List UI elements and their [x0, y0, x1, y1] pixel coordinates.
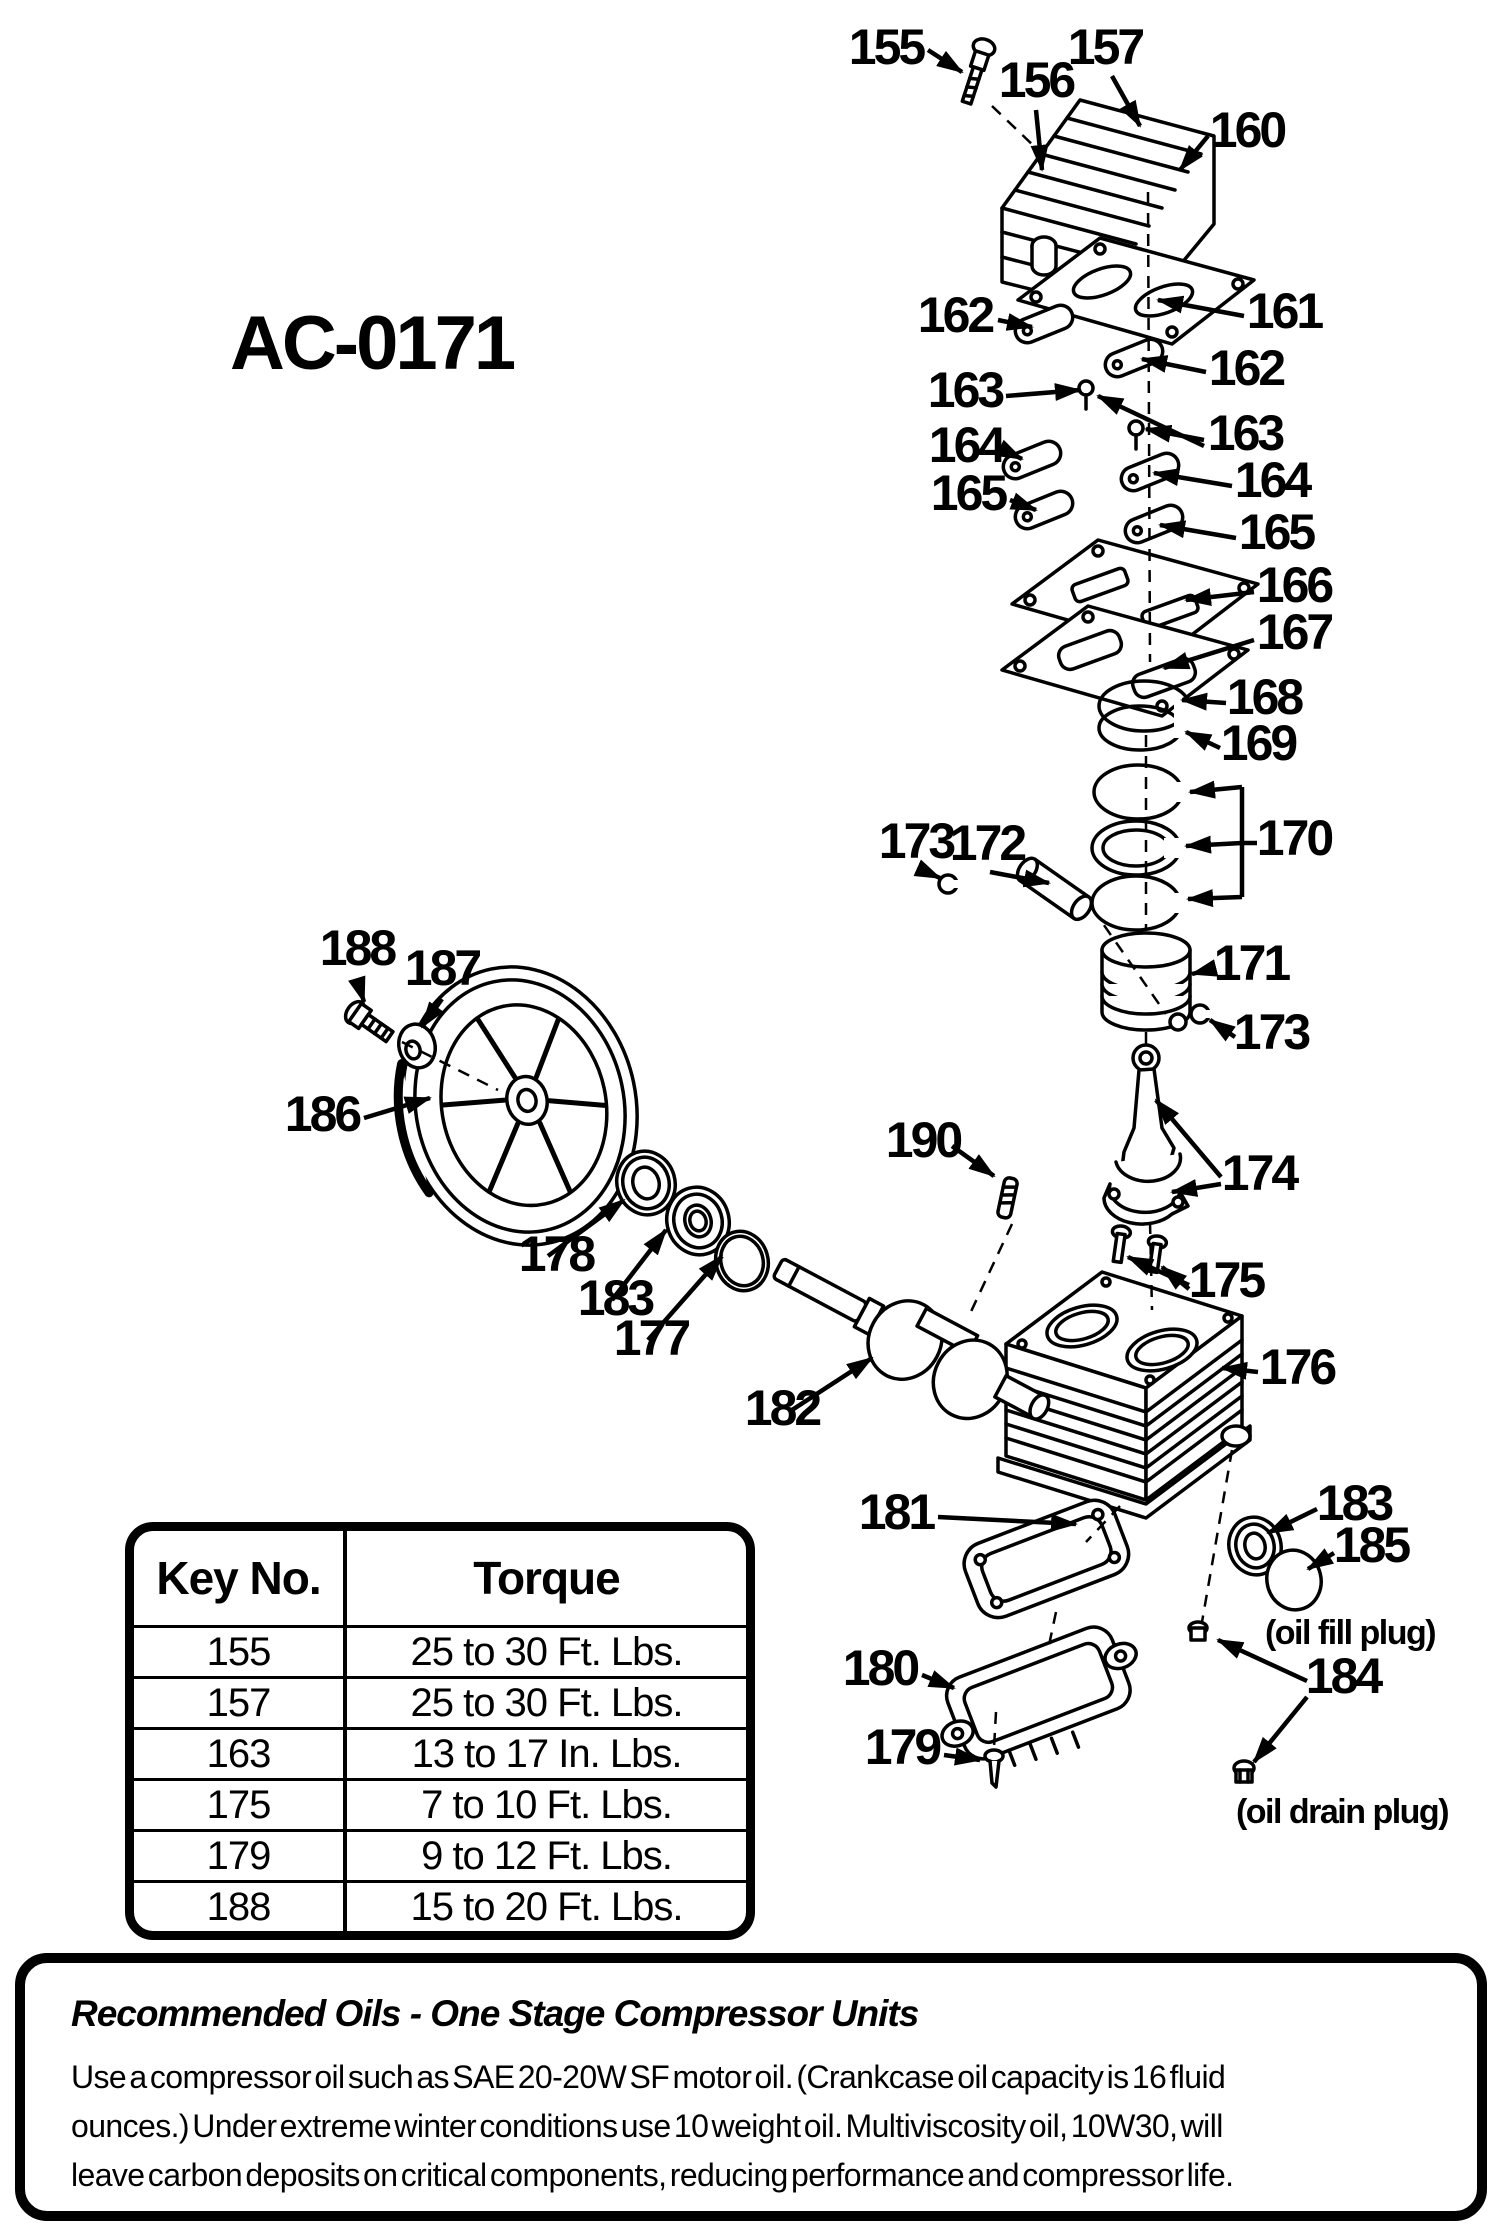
svg-text:173: 173: [878, 813, 954, 869]
torque-table: [125, 1522, 755, 1940]
table-cell-key: 157: [134, 1679, 347, 1727]
svg-text:164: 164: [1234, 452, 1310, 508]
callout-oil-drain-note: [1236, 1793, 1448, 1831]
callout-182: [745, 1358, 872, 1436]
svg-text:167: 167: [1256, 604, 1332, 660]
callout-171: [1192, 935, 1290, 991]
callout-oil-fill-note: [1265, 1614, 1435, 1652]
callout-169: [1186, 715, 1296, 771]
svg-text:156: 156: [998, 52, 1074, 108]
table-cell-torque: 15 to 20 Ft. Lbs.: [410, 1884, 683, 1929]
table-row: [134, 1625, 746, 1676]
svg-text:180: 180: [842, 1640, 918, 1696]
table-row: [134, 1727, 746, 1778]
svg-text:166: 166: [1256, 557, 1332, 613]
table-cell-key: 175: [134, 1781, 347, 1829]
table-row: [134, 1880, 746, 1931]
table-row: [134, 1676, 746, 1727]
callout-163-left: [928, 362, 1080, 418]
connecting-rod-174-part: [1116, 1045, 1180, 1181]
piston-171-part: [1102, 933, 1190, 1030]
svg-text:165: 165: [930, 465, 1006, 521]
callout-190: [886, 1112, 994, 1176]
table-cell-key: 179: [134, 1832, 347, 1880]
table-cell-torque: 25 to 30 Ft. Lbs.: [410, 1680, 683, 1725]
table-cell-torque: 13 to 17 In. Lbs.: [411, 1731, 682, 1776]
svg-text:175: 175: [1188, 1252, 1264, 1308]
svg-text:162: 162: [1208, 340, 1284, 396]
svg-text:188: 188: [319, 920, 395, 976]
svg-text:187: 187: [404, 940, 480, 996]
callout-174: [1156, 1100, 1299, 1201]
table-cell-torque: 25 to 30 Ft. Lbs.: [410, 1629, 683, 1674]
piston-rings-170-parts: [1092, 765, 1188, 930]
valve-gasket-167-part: [1002, 606, 1248, 716]
svg-text:182: 182: [744, 1380, 820, 1436]
callout-188: [320, 920, 397, 1002]
torque-table-header-key: Key No.: [134, 1531, 347, 1625]
svg-text:185: 185: [1333, 1517, 1409, 1573]
oil-pan-180-part: [924, 1615, 1161, 1792]
svg-text:165: 165: [1238, 504, 1314, 560]
oil-note-line: leave carbon deposits on critical components, reducing performance and compressor life.: [71, 2157, 1234, 2193]
svg-text:162: 162: [917, 287, 993, 343]
svg-text:160: 160: [1209, 102, 1285, 158]
svg-text:171: 171: [1213, 935, 1289, 991]
svg-text:184: 184: [1305, 1648, 1381, 1704]
svg-text:179: 179: [864, 1719, 940, 1775]
table-cell-key: 155: [134, 1628, 347, 1676]
svg-text:183: 183: [1316, 1475, 1392, 1531]
callout-173-right: [1210, 1004, 1309, 1060]
svg-text:183: 183: [577, 1270, 653, 1326]
svg-text:(oil drain plug): (oil drain plug): [1235, 1793, 1449, 1831]
callout-173-left: [879, 813, 955, 878]
svg-text:178: 178: [518, 1226, 594, 1282]
torque-table-header-row: [134, 1531, 746, 1625]
oil-note-line: Use a compressor oil such as SAE 20-20W SF motor oil. (Crankcase oil capacity is 16 fluid: [71, 2059, 1226, 2095]
svg-text:(oil fill plug): (oil fill plug): [1264, 1614, 1436, 1652]
page-title: AC-0171: [230, 301, 514, 386]
oil-drain-plug-part: [1234, 1761, 1254, 1782]
svg-text:163: 163: [1207, 405, 1283, 461]
rod-bolts-175-parts: [1108, 1225, 1167, 1273]
svg-text:170: 170: [1256, 810, 1332, 866]
torque-table-header-torque: Torque: [473, 1552, 620, 1604]
svg-text:163: 163: [927, 362, 1003, 418]
table-cell-torque: 9 to 12 Ft. Lbs.: [421, 1833, 672, 1878]
oil-fill-plug-part: [1189, 1622, 1207, 1640]
svg-text:181: 181: [858, 1484, 934, 1540]
table-cell-key: 163: [134, 1730, 347, 1778]
svg-text:186: 186: [284, 1086, 360, 1142]
svg-text:169: 169: [1220, 715, 1296, 771]
svg-text:177: 177: [613, 1310, 689, 1366]
callout-170: [1186, 787, 1332, 899]
key-190-part: [997, 1177, 1018, 1219]
screw-179-part: [985, 1750, 1003, 1787]
svg-text:190: 190: [885, 1112, 961, 1168]
svg-text:174: 174: [1221, 1145, 1297, 1201]
svg-text:173: 173: [1233, 1004, 1309, 1060]
bolt-188-part: [342, 998, 397, 1046]
svg-text:172: 172: [949, 815, 1025, 871]
callout-155: [849, 19, 962, 75]
svg-text:168: 168: [1226, 669, 1302, 725]
callout-184: [1218, 1640, 1383, 1762]
svg-text:157: 157: [1067, 19, 1143, 75]
oil-note-line: ounces.) Under extreme winter conditions use 10 weight oil. Multiviscosity oil, 10W30, will: [71, 2108, 1223, 2144]
wrist-pin-172-part: [1013, 855, 1095, 923]
oil-note-box: [15, 1953, 1487, 2221]
table-cell-torque: 7 to 10 Ft. Lbs.: [421, 1782, 672, 1827]
callout-180: [843, 1640, 954, 1696]
table-cell-key: 188: [134, 1883, 347, 1931]
svg-text:155: 155: [848, 19, 924, 75]
svg-text:161: 161: [1246, 283, 1322, 339]
table-row: [134, 1829, 746, 1880]
svg-text:176: 176: [1259, 1339, 1335, 1395]
pan-gasket-181-part: [958, 1494, 1135, 1624]
oil-note-title: Recommended Oils - One Stage Compressor Units: [71, 1993, 919, 2034]
table-row: [134, 1778, 746, 1829]
svg-text:164: 164: [928, 417, 1004, 473]
